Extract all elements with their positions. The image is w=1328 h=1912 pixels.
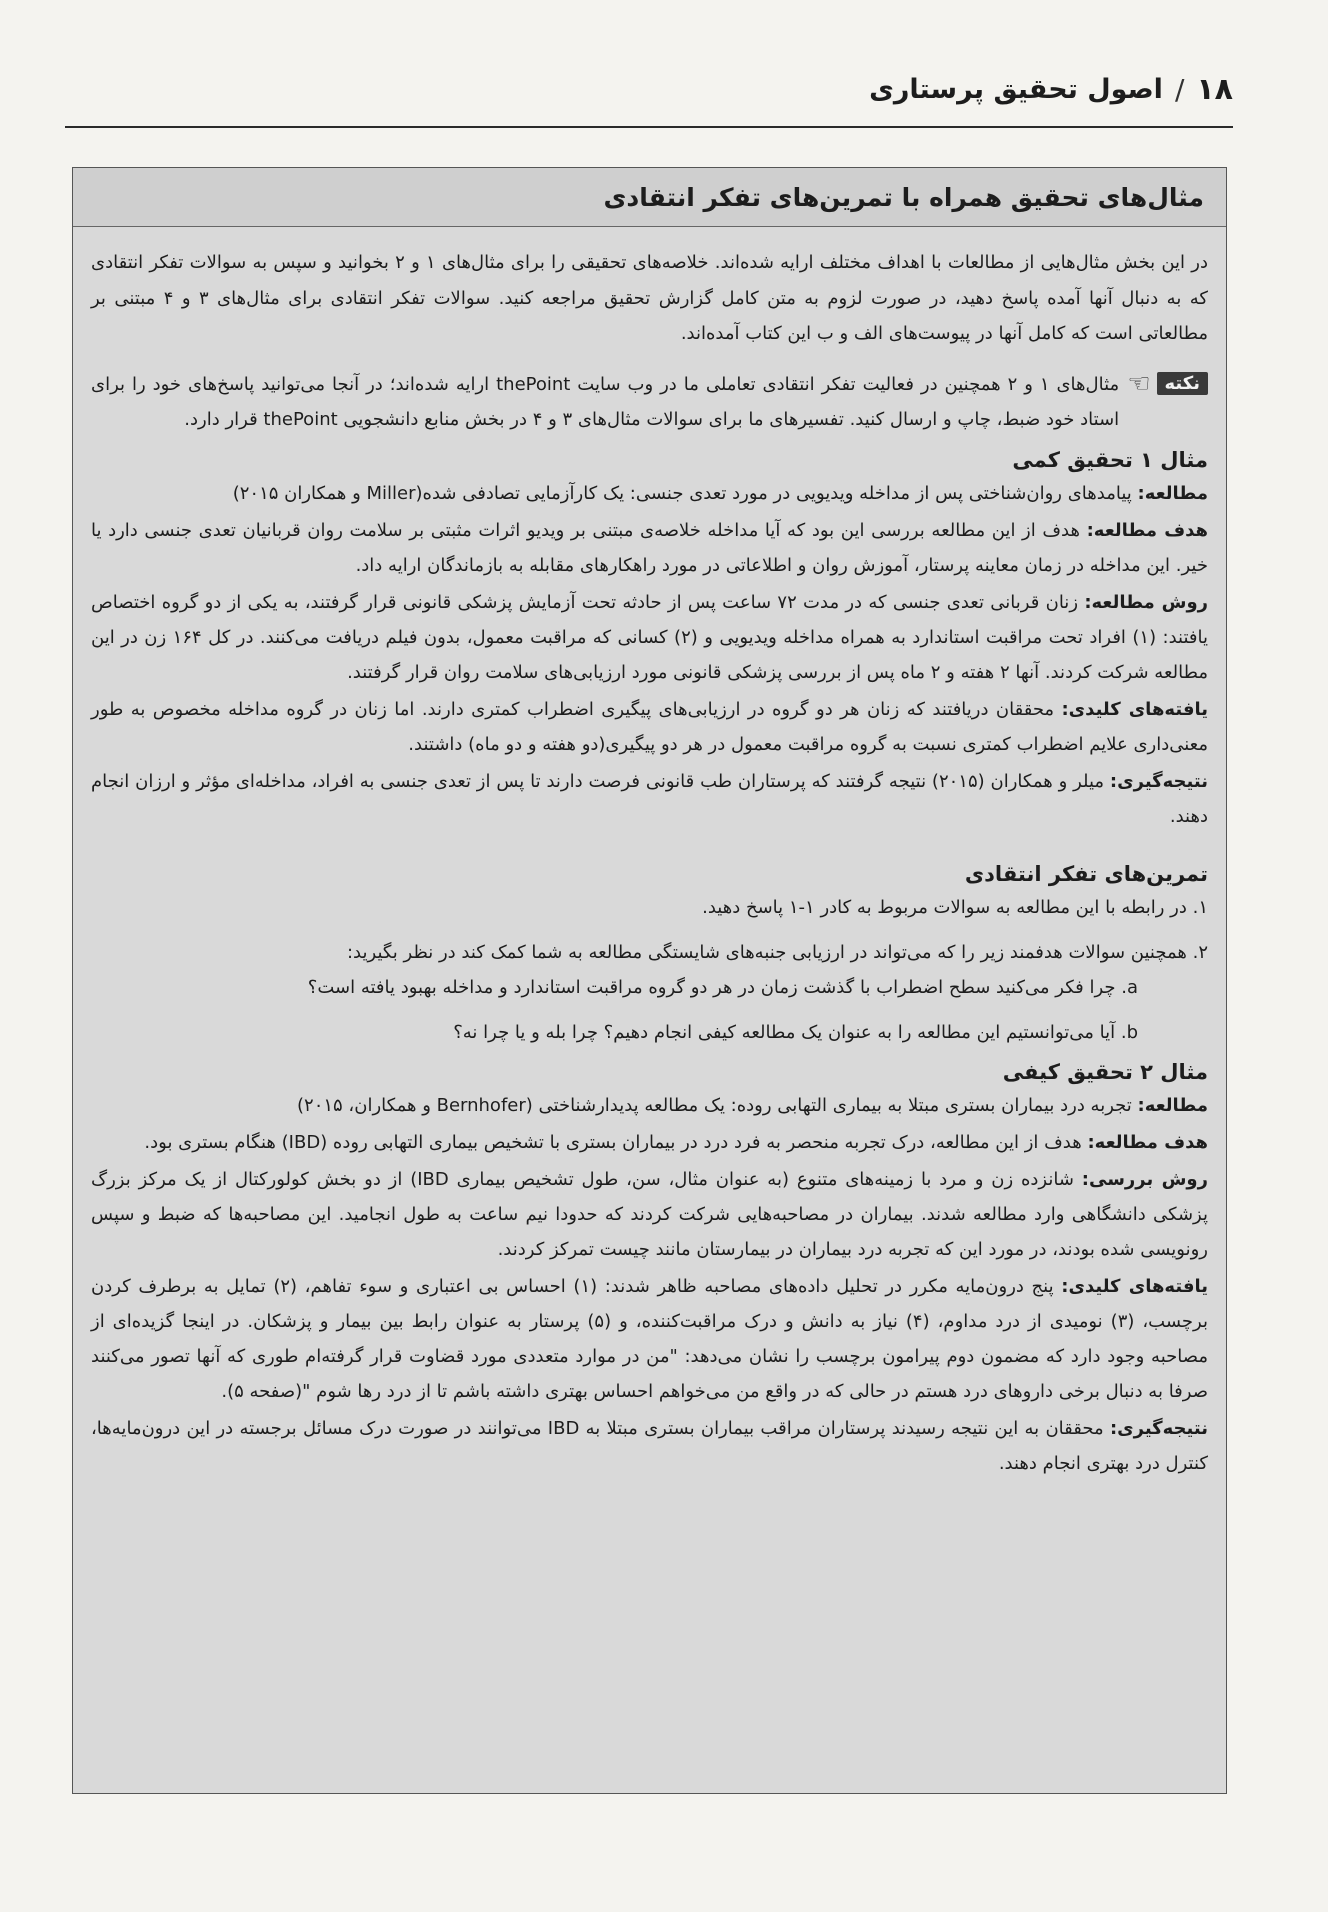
example1-conclusion [91,764,1208,834]
exercise-q2: ۲. همچنین سوالات هدفمند زیر را که می‌تواند در ارزیابی جنبه‌های شایستگی مطالعه به شما کمک کند در نظر بگیرید: [346,941,1208,963]
example2-study-label: مطالعه: [1137,1094,1208,1116]
page-number: ۱۸ [1196,72,1233,107]
box-content [73,227,1226,1481]
example2-conclusion [91,1411,1208,1481]
example2-findings-text: پنج درون‌مایه مکرر در تحلیل داده‌های مصاحبه ظاهر شدند: (۱) احساس بی اعتباری و سوء تفاهم، (۲) تمایل به برطرف کردن برچسب، (۳) نومیدی از درد مداوم، (۴) نیاز به دانش و درک مراقبت‌کننده، و (۵) پرستار به عنوان رابط بین بیمار و پزشکان. در اینجا گزیده‌ای از مصاحبه وجود دارد که مضمون دوم پیرامون برچسب را نشان می‌دهد: "من در موارد متعددی مورد قضاوت قرار گرفته‌ام طوری که آنها تصور می‌کنند صرفا به دنبال برخی داروهای درد هستم در حالی که در واقع من می‌خواهم احساس بهتری داشته باشم تا از درد رها شوم "(صفحه ۵). [91,1275,1208,1402]
example1-method-label: روش مطالعه: [1084,591,1208,613]
header-separator: / [1174,73,1185,106]
exercise-q1: ۱. در رابطه با این مطالعه به سوالات مربوط به کادر ۱-۱ پاسخ دهید. [702,896,1208,918]
research-examples-box [72,167,1227,1794]
example1-method [91,585,1208,690]
intro-paragraph: در این بخش مثال‌هایی از مطالعات با اهداف مختلف ارایه شده‌اند. خلاصه‌های تحقیقی را برای مثال‌های ۱ و ۲ بخوانید و سپس به سوالات تفکر انتقادی که به دنبال آنها آمده پاسخ دهید، در صورت لزوم به متن کامل گزارش تحقیق مراجعه کنید. سوالات تفکر انتقادی برای مثال‌های ۳ و ۴ مبتنی بر مطالعاتی است که کامل آنها در پیوست‌های الف و ب این کتاب آمده‌اند. [91,252,1209,344]
exercises-heading: تمرین‌های تفکر انتقادی [964,861,1208,886]
exercise-q2a: a. چرا فکر می‌کنید سطح اضطراب با گذشت زمان در هر دو گروه مراقبت استاندارد و مداخله بهبود یافته است؟ [307,976,1138,998]
note-text: مثال‌های ۱ و ۲ همچنین در فعالیت تفکر انتقادی تعاملی ما در وب سایت thePoint ارایه شده‌اند؛ در آنجا می‌توانید پاسخ‌های خود را برای استاد خود ضبط، چاپ و ارسال کنید. تفسیرهای ما برای سوالات مثال‌های ۳ و ۴ در بخش منابع دانشجویی thePoint قرار دارد. [91,373,1120,430]
example1-study [91,476,1208,511]
example1-study-text: پیامدهای روان‌شناختی پس از مداخله ویدیویی در مورد تعدی جنسی: یک کارآزمایی تصادفی شده(Miller و همکاران ۲۰۱۵) [232,482,1132,504]
example2-aim-label: هدف مطالعه: [1087,1131,1208,1153]
book-title: اصول تحقیق پرستاری [869,74,1163,105]
example2-heading: مثال ۲ تحقیق کیفی [1002,1059,1208,1084]
example1-conclusion-text: میلر و همکاران (۲۰۱۵) نتیجه گرفتند که پرستاران طب قانونی فرصت دارند تا پس از تعدی جنسی به افراد، مداخله‌ای مؤثر و ارزان انجام دهند. [91,770,1208,827]
example1-findings [91,692,1208,762]
example1-conclusion-label: نتیجه‌گیری: [1109,770,1208,792]
note-block [91,367,1208,438]
example1-method-text: زنان قربانی تعدی جنسی که در مدت ۷۲ ساعت پس از حادثه تحت آزمایش پزشکی قانونی قرار گرفتند، به یکی از دو گروه اختصاص یافتند: (۱) افراد تحت مراقبت استاندارد به همراه مداخله ویدیویی و (۲) کسانی که مراقبت معمول، بدون فیلم دریافت می‌کنند. در کل ۱۶۴ زن در این مطالعه شرکت کردند. آنها ۲ هفته و ۲ ماه پس از بررسی پزشکی قانونی مورد ارزیابی‌های سلامت روان قرار گرفتند. [91,591,1209,683]
example1-study-label: مطالعه: [1137,482,1208,504]
example1-aim [91,513,1208,583]
note-label: نکته [1157,372,1209,395]
example2-findings [91,1269,1208,1409]
page-header [65,66,1233,128]
example1-findings-label: یافته‌های کلیدی: [1061,698,1208,720]
example2-method-label: روش بررسی: [1081,1168,1208,1190]
exercise-q2b: b. آیا می‌توانستیم این مطالعه را به عنوان یک مطالعه کیفی انجام دهیم؟ چرا بله و یا چرا نه؟ [453,1021,1138,1043]
box-title-bar [73,168,1226,227]
example2-study [91,1088,1208,1123]
note-marker [1127,368,1208,399]
example2-conclusion-text: محققان به این نتیجه رسیدند پرستاران مراقب بیماران بستری مبتلا به IBD می‌توانند در صورت درک مسائل برجسته در این درون‌مایه‌ها، کنترل درد بهتری انجام دهند. [91,1417,1208,1474]
example2-method-text: شانزده زن و مرد با زمینه‌های متنوع (به عنوان مثال، سن، طول تشخیص بیماری IBD) از دو بخش کولورکتال از یک مرکز بزرگ پزشکی دانشگاهی وارد مطالعه شدند. بیماران در مصاحبه‌هایی شرکت کردند که حدودا نیم ساعت به طول انجامید. این مصاحبه‌ها که ضبط و سپس رونویسی شده بودند، در مورد این که تجربه درد بیماران در بیمارستان مانند چیست تمرکز کردند. [91,1168,1208,1260]
pointing-hand-icon: ☜ [1127,368,1151,399]
example2-aim-text: هدف از این مطالعه، درک تجربه منحصر به فرد درد در بیماران بستری با تشخیص بیماری التهابی روده (IBD) هنگام بستری بود. [144,1131,1082,1153]
example2-method [91,1162,1208,1267]
running-head [869,72,1233,107]
example2-conclusion-label: نتیجه‌گیری: [1109,1417,1208,1439]
example1-aim-label: هدف مطالعه: [1086,519,1208,541]
example1-findings-text: محققان دریافتند که زنان هر دو گروه در ارزیابی‌های پیگیری اضطراب کمتری دارند. اما زنان در گروه مداخله مخصوص به طور معنی‌داری علایم اضطراب کمتری نسبت به گروه مراقبت معمول در هر دو پیگیری(دو هفته و دو ماه) داشتند. [91,698,1208,755]
example2-study-text: تجربه درد بیماران بستری مبتلا به بیماری التهابی روده: یک مطالعه پدیدارشناختی (Bernhofer و همکاران، ۲۰۱۵) [297,1094,1132,1116]
example1-aim-text: هدف از این مطالعه بررسی این بود که آیا مداخله خلاصه‌ی مبتنی بر ویدیو اثرات مثبتی بر سلامت روان قربانیان تعدی جنسی دارد یا خیر. این مداخله در زمان معاینه پرستار، آموزش روان و اطلاعاتی در مورد راهکارهای مقابله به بازماندگان ارایه داد. [91,519,1208,576]
example1-heading: مثال ۱ تحقیق کمی [1012,447,1208,472]
example2-aim [91,1125,1208,1160]
example2-findings-label: یافته‌های کلیدی: [1061,1275,1209,1297]
box-title: مثال‌های تحقیق همراه با تمرین‌های تفکر انتقادی [603,182,1204,212]
